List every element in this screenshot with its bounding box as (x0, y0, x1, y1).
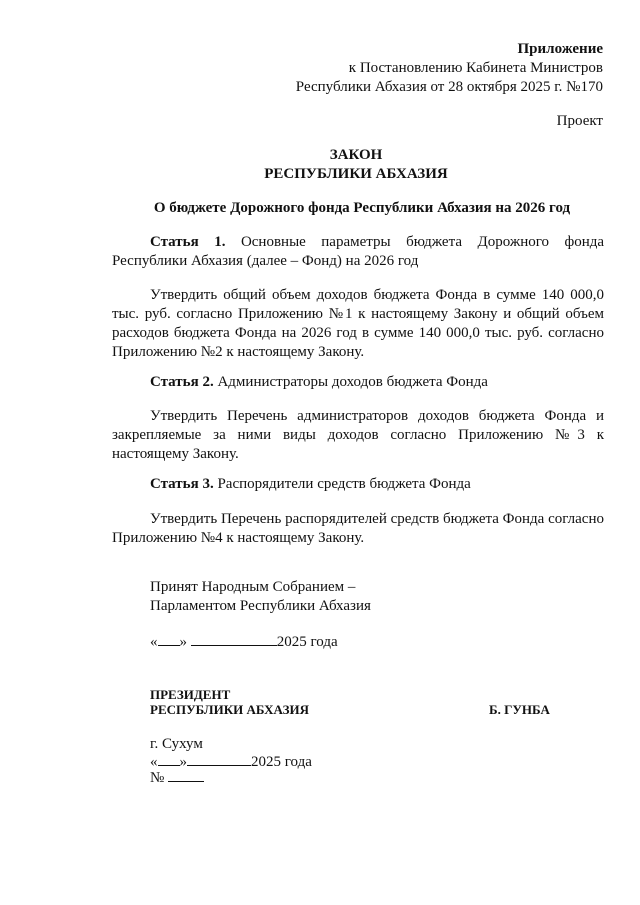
article-1-heading (112, 233, 604, 271)
adopted-line-1: Принят Народным Собранием – (150, 579, 356, 595)
article-3-label: Статья 3. (150, 476, 214, 492)
appendix-title: Приложение (517, 41, 603, 57)
adopted-date-open: « (150, 634, 158, 650)
footer-year: 2025 года (251, 754, 312, 770)
adopted-date (150, 631, 338, 652)
adopted-date-close: » (179, 634, 187, 650)
footer-month-blank (187, 751, 251, 766)
article-1-heading-text: Основные параметры бюджета Дорожного фонда Республики Абхазия (далее – Фонд) на 2026 год (112, 234, 605, 269)
appendix-line-1: к Постановлению Кабинета Министров (348, 60, 603, 76)
adopted-year: 2025 года (276, 634, 338, 650)
law-title: ЗАКОН (329, 147, 383, 163)
article-1-label: Статья 1. (150, 234, 226, 250)
appendix-line-2: Республики Абхазия от 28 октября 2025 г. №170 (295, 79, 603, 95)
article-3-body: Утвердить Перечень распорядителей средств бюджета Фонда согласно Приложению №4 к настоящему Закону. (112, 511, 604, 546)
number-blank (168, 767, 204, 782)
president-title-1: ПРЕЗИДЕНТ (150, 687, 231, 702)
number-label: № (150, 770, 165, 786)
footer-number (150, 767, 204, 788)
article-2-label: Статья 2. (150, 374, 214, 390)
article-1-body: Утвердить общий объем доходов бюджета Фонда в сумме 140 000,0 тыс. руб. согласно Приложению №1 к настоящему Закону и общий объем расходов бюджета Фонда на 2026 год в сумме 140 000,0 тыс. руб. согласно Приложению №2 к настоящему Закону. (112, 287, 604, 360)
footer-date-close: » (179, 754, 187, 770)
footer-day-blank (158, 751, 180, 766)
article-3-heading (112, 475, 604, 494)
footer-date-open: « (150, 754, 158, 770)
article-2-body: Утвердить Перечень администраторов доходов бюджета Фонда и закрепляемые за ними виды доходов согласно Приложению №3 к настоящему Закону. (112, 408, 604, 462)
law-subject: О бюджете Дорожного фонда Республики Абхазия на 2026 год (153, 200, 571, 216)
republic-title: РЕСПУБЛИКИ АБХАЗИЯ (264, 166, 448, 182)
month-blank (191, 631, 277, 646)
article-3-heading-text: Распорядители средств бюджета Фонда (217, 476, 471, 492)
article-2-heading (112, 373, 604, 392)
president-title-2: РЕСПУБЛИКИ АБХАЗИЯ (150, 702, 309, 717)
city: г. Сухум (150, 736, 203, 752)
day-blank (158, 631, 180, 646)
draft-label: Проект (556, 113, 603, 129)
article-2-heading-text: Администраторы доходов бюджета Фонда (217, 374, 488, 390)
adopted-line-2: Парламентом Республики Абхазия (150, 598, 371, 614)
president-name: Б. ГУНБА (489, 702, 550, 717)
